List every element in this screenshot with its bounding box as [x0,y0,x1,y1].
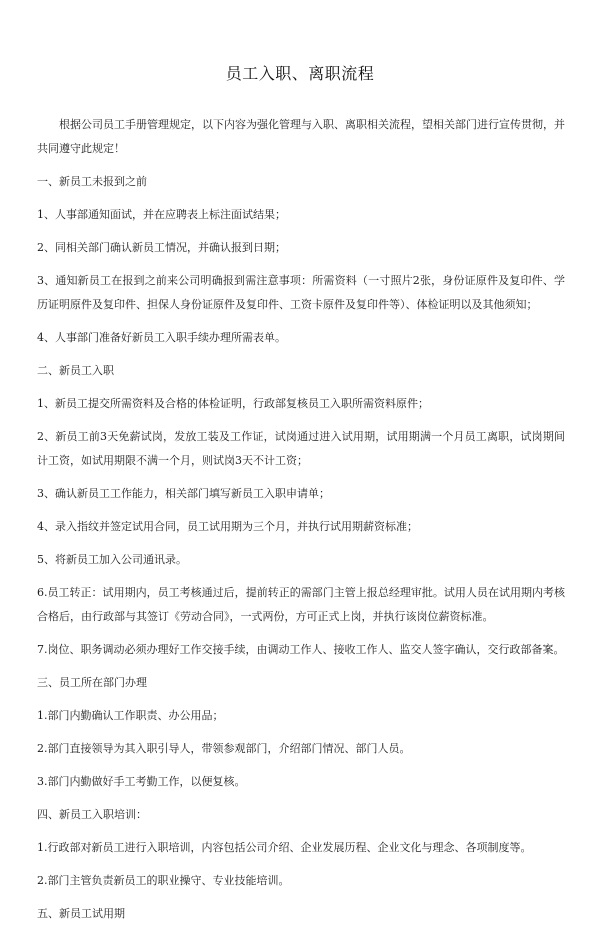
list-item: 2、新员工前3天免薪试岗，发放工装及工作证，试岗通过进入试用期，试用期满一个月员工离职，试岗期间计工资，如试用期限不满一个月，则试岗3天不计工资； [37,430,565,467]
list-item: 2.部门直接领导为其入职引导人，带领参观部门，介绍部门情况、部门人员。 [37,742,411,755]
page-title: 员工入职、离职流程 [225,64,375,83]
intro-paragraph: 根据公司员工手册管理规定，以下内容为强化管理与入职、离职相关流程，望相关部门进行宣传贯彻，并共同遵守此规定！ [37,118,565,155]
section-heading: 二、新员工入职 [37,364,114,377]
section-heading: 四、新员工入职培训： [37,808,147,821]
list-item: 7.岗位、职务调动必须办理好工作交接手续，由调动工作人、接收工作人、监交人签字确认，交行政部备案。 [37,643,565,656]
list-item: 4、录入指纹并签定试用合同，员工试用期为三个月，并执行试用期薪资标准； [37,520,418,533]
list-item: 4、人事部门准备好新员工入职手续办理所需表单。 [37,331,286,344]
document-body [37,113,565,926]
section-heading: 一、新员工未报到之前 [37,175,147,188]
list-item: 5、将新员工加入公司通讯录。 [37,553,187,566]
list-item: 2、同相关部门确认新员工情况，并确认报到日期； [37,241,286,254]
list-item: 1、新员工提交所需资料及合格的体检证明，行政部复核员工入职所需资料原件； [37,397,429,410]
list-item: 3、通知新员工在报到之前来公司明确报到需注意事项：所需资料（一寸照片2张，身份证原件及复印件、学历证明原件及复印件、担保人身份证原件及复印件、工资卡原件及复印件等）、体检证明以及其他须知； [37,274,565,311]
list-item: 6.员工转正：试用期内，员工考核通过后，提前转正的需部门主管上报总经理审批。试用人员在试用期内考核合格后，由行政部与其签订《劳动合同》，一式两份，方可正式上岗，并执行该岗位薪资标准。 [37,586,565,623]
list-item: 1.行政部对新员工进行入职培训，内容包括公司介绍、企业发展历程、企业文化与理念、各项制度等。 [37,841,532,854]
list-item: 1、人事部通知面试，并在应聘表上标注面试结果； [37,208,286,221]
list-item: 2.部门主管负责新员工的职业操守、专业技能培训。 [37,874,290,887]
list-item: 3.部门内勤做好手工考勤工作，以便复核。 [37,775,246,788]
list-item: 1.部门内勤确认工作职责、办公用品； [37,709,224,722]
section-heading: 三、员工所在部门办理 [37,676,147,689]
section-heading: 五、新员工试用期 [37,907,125,920]
list-item: 3、确认新员工工作能力，相关部门填写新员工入职申请单； [37,487,330,500]
